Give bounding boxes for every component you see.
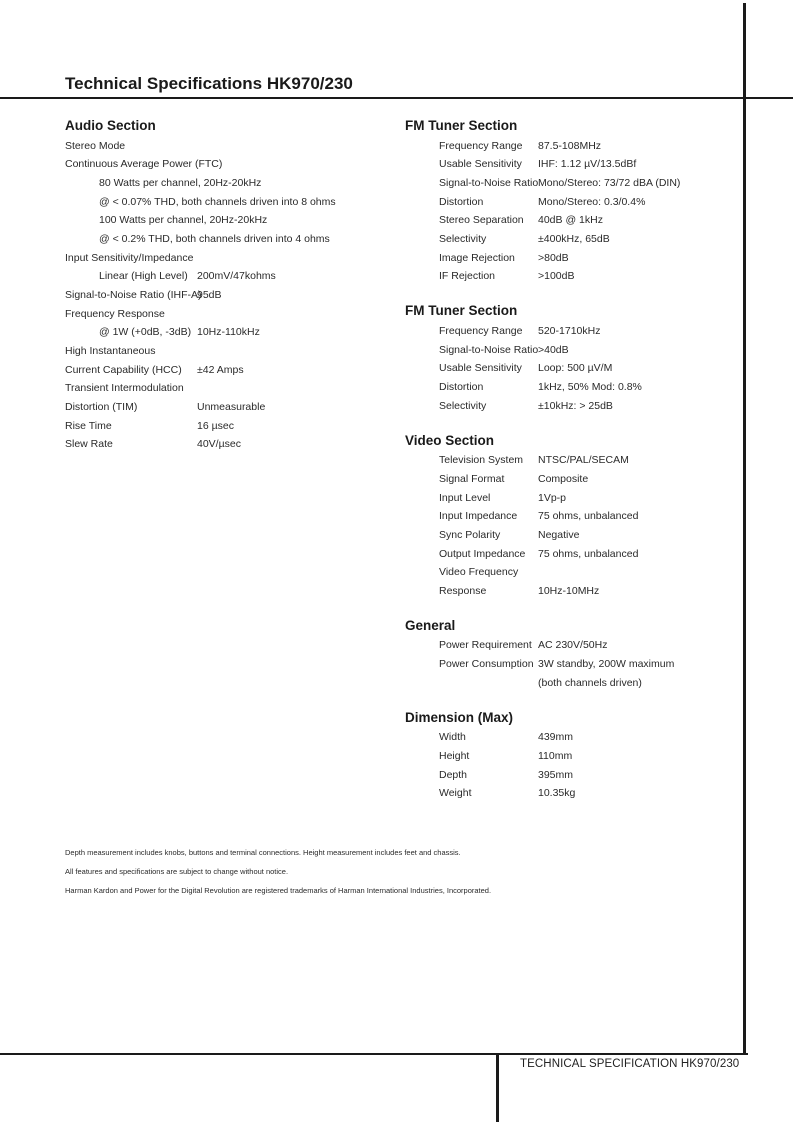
page-title: Technical Specifications HK970/230 <box>65 74 353 93</box>
spec-value: >100dB <box>538 270 575 282</box>
spec-value: 1Vp-p <box>538 492 567 504</box>
spec-value: @ < 0.2% THD, both channels driven into 4 ohms <box>99 233 330 245</box>
spec-label: Signal-to-Noise Ratio (IHF-A) <box>65 289 202 301</box>
am-section-heading: FM Tuner Section <box>405 303 518 318</box>
spec-value: AC 230V/50Hz <box>538 639 608 651</box>
spec-label: Usable Sensitivity <box>439 158 522 170</box>
spec-label: Rise Time <box>65 420 112 432</box>
spec-value: 3W standby, 200W maximum <box>538 658 675 670</box>
spec-label: Depth <box>439 769 468 781</box>
spec-value: >40dB <box>538 344 569 356</box>
spec-value: 200mV/47kohms <box>197 270 276 282</box>
spec-label: @ 1W (+0dB, -3dB) <box>99 326 192 338</box>
spec-value: IHF: 1.12 µV/13.5dBf <box>538 158 637 170</box>
footnote: Depth measurement includes knobs, buttons and terminal connections. Height measurement includes feet and chassis. <box>65 848 461 857</box>
spec-value: 439mm <box>538 731 574 743</box>
spec-value: 80 Watts per channel, 20Hz-20kHz <box>99 177 262 189</box>
footnote: All features and specifications are subject to change without notice. <box>65 867 289 876</box>
spec-value: 40V/µsec <box>197 438 241 450</box>
footnote: Harman Kardon and Power for the Digital Revolution are registered trademarks of Harman International Industries, Incorporated. <box>65 886 492 895</box>
spec-label: Frequency Range <box>439 325 523 337</box>
audio-section-heading: Audio Section <box>65 118 156 133</box>
spec-value: ±42 Amps <box>197 364 244 376</box>
spec-value: Loop: 500 µV/M <box>538 362 613 374</box>
spec-value: NTSC/PAL/SECAM <box>538 454 629 466</box>
spec-value: 520-1710kHz <box>538 325 601 337</box>
spec-label: Output Impedance <box>439 548 526 560</box>
footer-divider-rule <box>496 1053 499 1122</box>
spec-value: >80dB <box>538 252 569 264</box>
spec-value: 1kHz, 50% Mod: 0.8% <box>538 381 642 393</box>
video-section-heading: Video Section <box>405 433 495 448</box>
spec-label: Power Requirement <box>439 639 532 651</box>
spec-label: Current Capability (HCC) <box>65 364 182 376</box>
spec-label: Linear (High Level) <box>99 270 188 282</box>
spec-label: Video Frequency <box>439 566 519 578</box>
spec-label: Input Sensitivity/Impedance <box>65 252 194 264</box>
spec-value: 110mm <box>538 750 573 762</box>
spec-label: Height <box>439 750 470 762</box>
spec-label: Stereo Mode <box>65 140 126 152</box>
spec-label: Signal-to-Noise Ratio <box>439 177 539 189</box>
spec-value: @ < 0.07% THD, both channels driven into 8 ohms <box>99 196 336 208</box>
spec-value: 75 ohms, unbalanced <box>538 510 639 522</box>
spec-label: Frequency Range <box>439 140 523 152</box>
spec-value: 10.35kg <box>538 787 576 799</box>
spec-value: Unmeasurable <box>197 401 266 413</box>
spec-label: Distortion (TIM) <box>65 401 138 413</box>
footer-rule <box>0 1053 748 1055</box>
spec-label: Power Consumption <box>439 658 534 670</box>
spec-label: Image Rejection <box>439 252 515 264</box>
spec-label: Width <box>439 731 466 743</box>
spec-label: Continuous Average Power (FTC) <box>65 158 223 170</box>
spec-label: Sync Polarity <box>439 529 501 541</box>
spec-label: Usable Sensitivity <box>439 362 522 374</box>
spec-label: Signal Format <box>439 473 505 485</box>
spec-value: ±10kHz: > 25dB <box>538 400 613 412</box>
spec-label: Distortion <box>439 196 484 208</box>
footer-label: TECHNICAL SPECIFICATION HK970/230 <box>520 1058 740 1070</box>
spec-label: Weight <box>439 787 472 799</box>
spec-label: Distortion <box>439 381 484 393</box>
general-section-heading: General <box>405 618 456 633</box>
spec-value: (both channels driven) <box>538 677 642 689</box>
dimension-section-heading: Dimension (Max) <box>405 710 514 725</box>
spec-value: Mono/Stereo: 0.3/0.4% <box>538 196 646 208</box>
spec-label: Slew Rate <box>65 438 113 450</box>
spec-value: 95dB <box>197 289 222 301</box>
header-rule <box>0 97 793 99</box>
right-margin-rule <box>743 3 746 1055</box>
spec-label: Signal-to-Noise Ratio <box>439 344 539 356</box>
spec-label: Selectivity <box>439 233 487 245</box>
spec-value: 10Hz-110kHz <box>197 326 260 338</box>
spec-label: Frequency Response <box>65 308 165 320</box>
spec-value: 87.5-108MHz <box>538 140 602 152</box>
spec-label: Television System <box>439 454 524 466</box>
spec-label: Input Impedance <box>439 510 518 522</box>
spec-value: 75 ohms, unbalanced <box>538 548 639 560</box>
spec-value: 100 Watts per channel, 20Hz-20kHz <box>99 214 268 226</box>
spec-value: Negative <box>538 529 580 541</box>
spec-value: ±400kHz, 65dB <box>538 233 610 245</box>
spec-value: 10Hz-10MHz <box>538 585 600 597</box>
spec-label: Input Level <box>439 492 491 504</box>
spec-value: Composite <box>538 473 589 485</box>
spec-label: IF Rejection <box>439 270 496 282</box>
spec-label: Response <box>439 585 487 597</box>
spec-label: Selectivity <box>439 400 487 412</box>
spec-value: Mono/Stereo: 73/72 dBA (DIN) <box>538 177 681 189</box>
spec-value: 40dB @ 1kHz <box>538 214 603 226</box>
spec-label: Transient Intermodulation <box>65 382 184 394</box>
spec-label: High Instantaneous <box>65 345 156 357</box>
spec-label: Stereo Separation <box>439 214 524 226</box>
spec-value: 16 µsec <box>197 420 234 432</box>
spec-value: 395mm <box>538 769 574 781</box>
fm-section-heading: FM Tuner Section <box>405 118 518 133</box>
